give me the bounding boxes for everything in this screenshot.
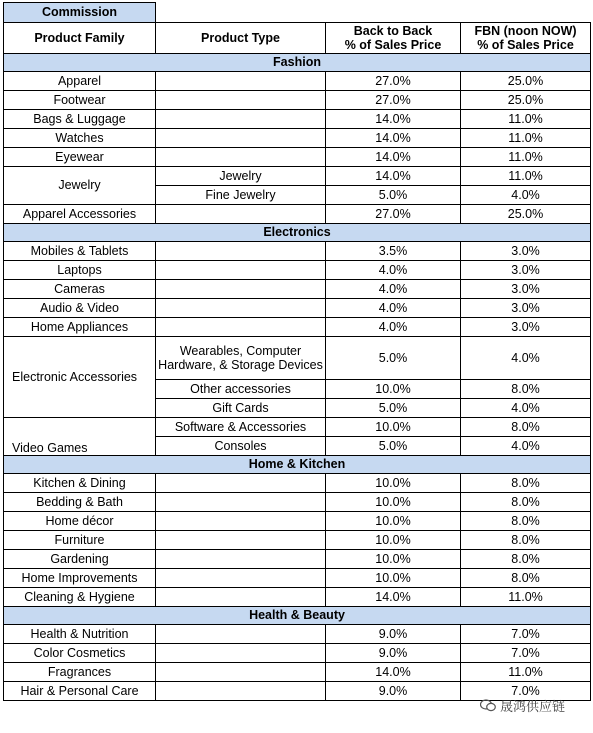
header-row (4, 23, 591, 54)
blank-corner (156, 3, 591, 23)
fbn-cell: 3.0% (461, 261, 591, 280)
section-heading: Electronics (4, 224, 591, 242)
back-to-back-cell: 4.0% (326, 299, 461, 318)
product-type-cell: Jewelry (156, 167, 326, 186)
fbn-cell: 4.0% (461, 186, 591, 205)
product-family-cell: Color Cosmetics (4, 644, 156, 663)
product-type-cell (156, 129, 326, 148)
table-row (4, 569, 591, 588)
header-fbn-line2: % of Sales Price (477, 38, 574, 52)
product-family-cell: Audio & Video (4, 299, 156, 318)
commission-table-wrapper (3, 2, 591, 701)
product-family-cell: Furniture (4, 531, 156, 550)
product-type-cell (156, 493, 326, 512)
table-row (4, 167, 591, 186)
product-family-cell: Fragrances (4, 663, 156, 682)
product-family-cell: Eyewear (4, 148, 156, 167)
back-to-back-cell: 14.0% (326, 129, 461, 148)
back-to-back-cell: 9.0% (326, 625, 461, 644)
title-row (4, 3, 591, 23)
table-row (4, 299, 591, 318)
back-to-back-cell: 4.0% (326, 261, 461, 280)
header-back-to-back (326, 23, 461, 54)
watermark (480, 696, 565, 715)
table-row (4, 72, 591, 91)
section-row-health (4, 607, 591, 625)
back-to-back-cell: 5.0% (326, 437, 461, 456)
back-to-back-cell: 10.0% (326, 569, 461, 588)
fbn-cell: 7.0% (461, 682, 591, 701)
product-family-cell: Home Improvements (4, 569, 156, 588)
table-row (4, 531, 591, 550)
back-to-back-cell: 9.0% (326, 682, 461, 701)
product-type-cell (156, 91, 326, 110)
product-family-cell: Gardening (4, 550, 156, 569)
back-to-back-cell: 5.0% (326, 186, 461, 205)
fbn-cell: 8.0% (461, 418, 591, 437)
back-to-back-cell: 14.0% (326, 167, 461, 186)
back-to-back-cell: 10.0% (326, 474, 461, 493)
product-family-cell: Kitchen & Dining (4, 474, 156, 493)
header-fbn-line1: FBN (noon NOW) (474, 23, 577, 38)
fbn-cell: 11.0% (461, 129, 591, 148)
product-type-cell: Software & Accessories (156, 418, 326, 437)
wechat-icon (480, 699, 496, 712)
fbn-cell: 4.0% (461, 437, 591, 456)
fbn-cell: 8.0% (461, 512, 591, 531)
table-row (4, 474, 591, 493)
product-type-cell (156, 682, 326, 701)
header-fbn (461, 23, 591, 54)
table-row (4, 261, 591, 280)
back-to-back-cell: 27.0% (326, 91, 461, 110)
table-row (4, 91, 591, 110)
table-row (4, 280, 591, 299)
table-row (4, 318, 591, 337)
fbn-cell: 11.0% (461, 148, 591, 167)
back-to-back-cell: 10.0% (326, 531, 461, 550)
product-family-cell: Cleaning & Hygiene (4, 588, 156, 607)
fbn-cell: 3.0% (461, 318, 591, 337)
product-type-cell: Consoles (156, 437, 326, 456)
table-row (4, 550, 591, 569)
header-product-family: Product Family (4, 23, 156, 54)
product-family-cell: Laptops (4, 261, 156, 280)
product-family-cell: Home décor (4, 512, 156, 531)
table-row (4, 205, 591, 224)
fbn-cell: 8.0% (461, 474, 591, 493)
table-row (4, 110, 591, 129)
table-body (4, 3, 591, 701)
product-type-cell (156, 550, 326, 569)
fbn-cell: 8.0% (461, 493, 591, 512)
fbn-cell: 4.0% (461, 337, 591, 380)
product-type-cell (156, 625, 326, 644)
fbn-cell: 25.0% (461, 91, 591, 110)
back-to-back-cell: 9.0% (326, 644, 461, 663)
product-type-cell (156, 474, 326, 493)
section-row-electronics (4, 224, 591, 242)
product-type-cell: Wearables, Computer Hardware, & Storage Devices (156, 337, 326, 380)
back-to-back-cell: 5.0% (326, 337, 461, 380)
back-to-back-cell: 10.0% (326, 550, 461, 569)
back-to-back-cell: 5.0% (326, 399, 461, 418)
table-row (4, 625, 591, 644)
back-to-back-cell: 4.0% (326, 280, 461, 299)
product-family-cell: Jewelry (4, 167, 156, 205)
product-type-cell (156, 280, 326, 299)
fbn-cell: 3.0% (461, 280, 591, 299)
product-type-cell (156, 148, 326, 167)
fbn-cell: 25.0% (461, 72, 591, 91)
fbn-cell: 8.0% (461, 569, 591, 588)
product-type-cell (156, 318, 326, 337)
header-b2b-line2: % of Sales Price (344, 38, 442, 52)
back-to-back-cell: 14.0% (326, 663, 461, 682)
table-row (4, 644, 591, 663)
back-to-back-cell: 3.5% (326, 242, 461, 261)
table-row (4, 418, 591, 437)
section-heading: Fashion (4, 54, 591, 72)
back-to-back-cell: 10.0% (326, 493, 461, 512)
fbn-cell: 3.0% (461, 242, 591, 261)
product-family-cell: Apparel (4, 72, 156, 91)
back-to-back-cell: 14.0% (326, 148, 461, 167)
section-row-home (4, 456, 591, 474)
fbn-cell: 8.0% (461, 550, 591, 569)
product-type-cell (156, 531, 326, 550)
product-type-cell (156, 72, 326, 91)
section-heading: Health & Beauty (4, 607, 591, 625)
back-to-back-cell: 14.0% (326, 588, 461, 607)
back-to-back-cell: 27.0% (326, 72, 461, 91)
product-type-cell: Other accessories (156, 380, 326, 399)
product-family-cell: Cameras (4, 280, 156, 299)
fbn-cell: 25.0% (461, 205, 591, 224)
product-family-cell: Bags & Luggage (4, 110, 156, 129)
product-type-cell (156, 242, 326, 261)
product-type-cell (156, 261, 326, 280)
back-to-back-cell: 10.0% (326, 418, 461, 437)
back-to-back-cell: 4.0% (326, 318, 461, 337)
fbn-cell: 8.0% (461, 380, 591, 399)
fbn-cell: 4.0% (461, 399, 591, 418)
product-type-cell (156, 110, 326, 129)
table-row (4, 588, 591, 607)
product-family-cell: Electronic Accessories (4, 337, 156, 418)
product-family-cell: Watches (4, 129, 156, 148)
table-row (4, 512, 591, 531)
section-heading: Home & Kitchen (4, 456, 591, 474)
product-type-cell (156, 663, 326, 682)
product-type-cell: Fine Jewelry (156, 186, 326, 205)
table-row (4, 129, 591, 148)
table-row (4, 148, 591, 167)
table-row (4, 663, 591, 682)
fbn-cell: 3.0% (461, 299, 591, 318)
fbn-cell: 7.0% (461, 625, 591, 644)
product-family-cell: Mobiles & Tablets (4, 242, 156, 261)
table-row (4, 242, 591, 261)
header-b2b-line1: Back to Back (353, 23, 433, 38)
back-to-back-cell: 14.0% (326, 110, 461, 129)
header-product-type: Product Type (156, 23, 326, 54)
product-family-cell: Home Appliances (4, 318, 156, 337)
product-type-cell (156, 644, 326, 663)
back-to-back-cell: 27.0% (326, 205, 461, 224)
product-type-cell: Gift Cards (156, 399, 326, 418)
product-family-cell: Video Games (4, 418, 156, 456)
table-row (4, 337, 591, 380)
table-row (4, 493, 591, 512)
fbn-cell: 11.0% (461, 588, 591, 607)
product-type-cell (156, 299, 326, 318)
section-row-fashion (4, 54, 591, 72)
fbn-cell: 11.0% (461, 663, 591, 682)
product-family-cell: Health & Nutrition (4, 625, 156, 644)
product-type-cell (156, 205, 326, 224)
product-family-cell: Hair & Personal Care (4, 682, 156, 701)
product-family-cell: Footwear (4, 91, 156, 110)
product-family-cell: Bedding & Bath (4, 493, 156, 512)
fbn-cell: 8.0% (461, 531, 591, 550)
watermark-text: 晟鸿供应链 (500, 700, 566, 715)
back-to-back-cell: 10.0% (326, 380, 461, 399)
commission-table (3, 2, 591, 701)
product-type-cell (156, 588, 326, 607)
product-type-cell (156, 512, 326, 531)
fbn-cell: 11.0% (461, 110, 591, 129)
table-title: Commission (4, 3, 156, 23)
fbn-cell: 7.0% (461, 644, 591, 663)
fbn-cell: 11.0% (461, 167, 591, 186)
product-family-cell: Apparel Accessories (4, 205, 156, 224)
product-type-cell (156, 569, 326, 588)
back-to-back-cell: 10.0% (326, 512, 461, 531)
